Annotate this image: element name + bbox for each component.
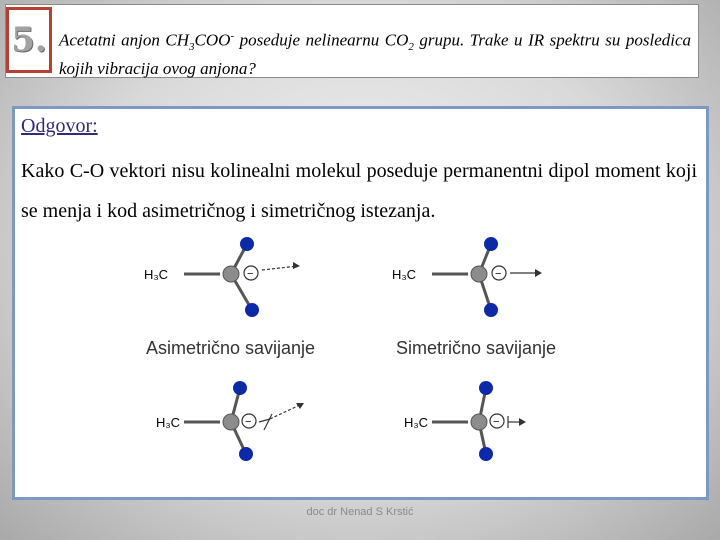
question-part: grupu. Trake u IR spektru su posledica kojih vibracija ovog anjona? [59,30,692,79]
caption-symmetric: Simetrično savijanje [396,338,557,358]
methyl-label: H₃C [392,267,417,282]
answer-panel [12,106,709,500]
molecule-diagram-bottom-left [140,374,330,470]
negative-charge: − [245,416,252,428]
methyl-label: H₃C [404,415,429,430]
question-number: 5. [11,20,47,60]
molecule-diagram-bottom-right [388,374,578,470]
question-header [5,4,699,78]
question-text [59,25,691,80]
methyl-label: H₃C [156,415,181,430]
negative-charge: − [247,268,254,280]
negative-charge: − [493,416,500,428]
question-part: Acetatni anjon CH [59,30,190,50]
question-subscript: 2 [408,41,414,54]
answer-title: Odgovor: [21,115,98,137]
answer-text: Kako C-O vektori nisu kolinealni molekul poseduje permanentni dipol moment koji se menja i kod asimetričnog i simetričnog istezanja. [21,160,697,222]
molecule-diagram-top-left [140,228,330,324]
question-part: poseduje nelinearnu CO [234,30,409,50]
methyl-label: H₃C [144,267,169,282]
question-superscript: - [230,30,235,42]
question-subscript: 3 [189,41,195,54]
molecule-diagram-top-right [388,228,578,324]
question-number-badge [6,7,52,73]
footer-author: doc dr Nenad S Krstić [306,506,414,518]
negative-charge: − [495,268,502,280]
caption-asymmetric: Asimetrično savijanje [146,338,316,358]
question-part: COO [194,30,231,50]
